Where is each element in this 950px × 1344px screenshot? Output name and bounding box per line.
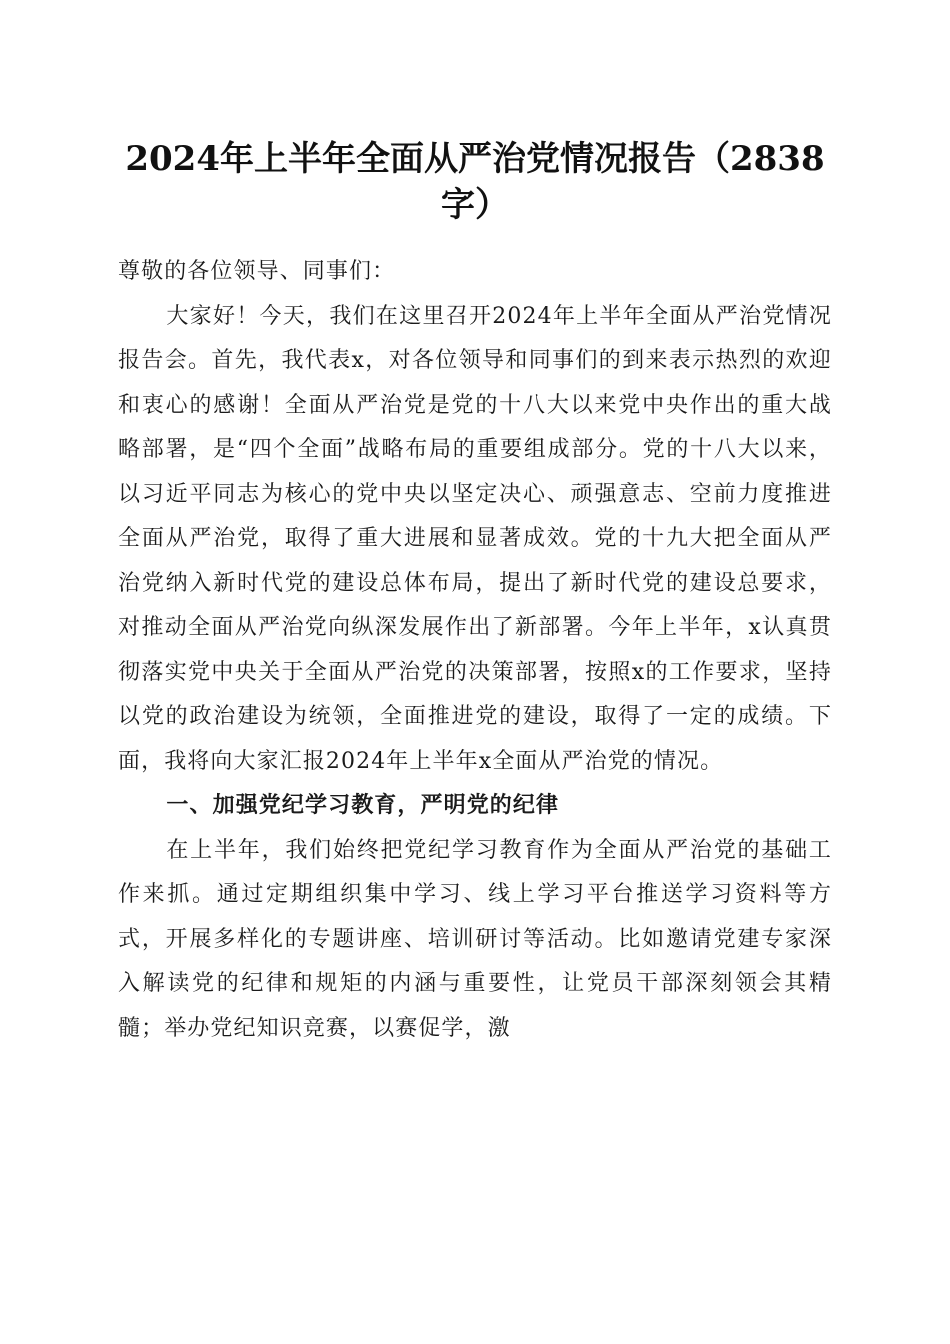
salutation: 尊敬的各位领导、同事们：	[118, 259, 396, 284]
document-body	[118, 250, 832, 1051]
intro-paragraph: 大家好！今天，我们在这里召开2024年上半年全面从严治党情况报告会。首先，我代表x，对各位领导和同事们的到来表示热烈的欢迎和衷心的感谢！全面从严治党是党的十八大以来党中央作出的重大战略部署，是“四个全面”战略布局的重要组成部分。党的十八大以来，以习近平同志为核心的党中央以坚定决心、顽强意志、空前力度推进全面从严治党，取得了重大进展和显著成效。党的十九大把全面从严治党纳入新时代党的建设总体布局，提出了新时代党的建设总要求，对推动全面从严治党向纵深发展作出了新部署。今年上半年，x认真贯彻落实党中央关于全面从严治党的决策部署，按照x的工作要求，坚持以党的政治建设为统领，全面推进党的建设，取得了一定的成绩。下面，我将向大家汇报2024年上半年x全面从严治党的情况。	[118, 303, 832, 774]
section-heading: 一、加强党纪学习教育，严明党的纪律	[166, 793, 560, 818]
section-paragraph: 在上半年，我们始终把党纪学习教育作为全面从严治党的基础工作来抓。通过定期组织集中学习、线上学习平台推送学习资料等方式，开展多样化的专题讲座、培训研讨等活动。比如邀请党建专家深入解读党的纪律和规矩的内涵与重要性，让党员干部深刻领会其精髓；举办党纪知识竞赛，以赛促学，激	[118, 837, 832, 1041]
document-title: 2024年上半年全面从严治党情况报告（2838字）	[125, 139, 825, 225]
